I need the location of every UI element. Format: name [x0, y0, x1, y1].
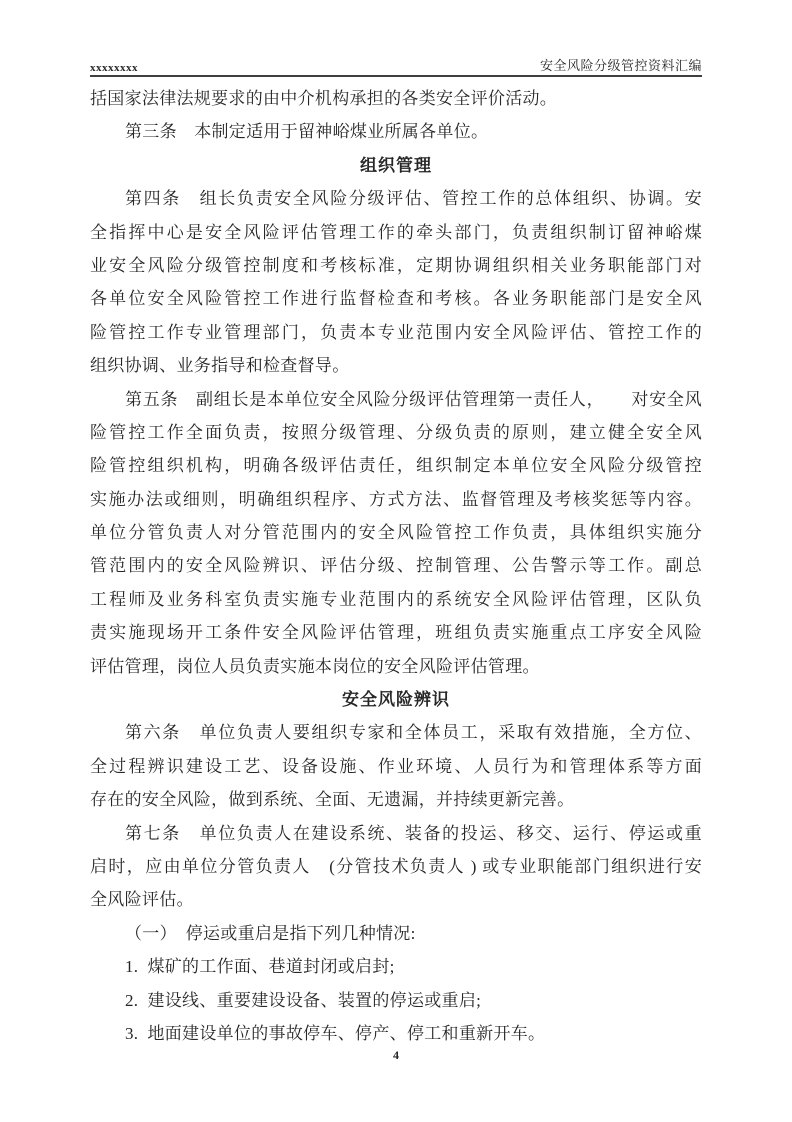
document-line: 责实施现场开工条件安全风险评估管理，班组负责实施重点工序安全风险 [90, 623, 702, 643]
document-body [90, 82, 702, 1050]
document-line: 启时，应由单位分管负责人 (分管技术负责人 ) 或专业职能部门组织进行安 [90, 856, 702, 876]
header-right-title: 安全风险分级管控资料汇编 [539, 58, 702, 73]
document-line: 实施办法或细则，明确组织程序、方式方法、监督管理及考核奖惩等内容。 [90, 489, 702, 509]
document-line: 3. 地面建设单位的事故停车、停产、停工和重新开车。 [125, 1023, 546, 1043]
document-line: 第五条 副组长是本单位安全风险分级评估管理第一责任人， 对安全风 [125, 389, 702, 409]
document-line: 2. 建设线、重要建设设备、装置的停运或重启; [125, 990, 482, 1010]
document-line: 全指挥中心是安全风险评估管理工作的牵头部门，负责组织制订留神峪煤 [90, 222, 702, 242]
section-heading: 安全风险辨识 [342, 690, 450, 710]
document-line: 险管控工作专业管理部门，负责本专业范围内安全风险评估、管控工作的 [90, 322, 702, 342]
document-line: 存在的安全风险，做到系统、全面、无遗漏，并持续更新完善。 [90, 790, 575, 810]
page-number-value: 4 [393, 1048, 399, 1062]
document-line: 评估管理，岗位人员负责实施本岗位的安全风险评估管理。 [90, 656, 540, 676]
document-line: 全过程辨识建设工艺、设备设施、作业环境、人员行为和管理体系等方面 [90, 756, 702, 776]
section-heading: 组织管理 [360, 155, 432, 175]
page-number [0, 1048, 792, 1063]
document-line: 第三条 本制定适用于留神峪煤业所属各单位。 [125, 122, 489, 142]
document-line: 管范围内的安全风险辨识、评估分级、控制管理、公告警示等工作。副总 [90, 556, 702, 576]
document-line: 险管控组织机构，明确各级评估责任，组织制定本单位安全风险分级管控 [90, 456, 702, 476]
page-header [90, 54, 702, 77]
document-line: 组织协调、业务指导和检查督导。 [90, 356, 350, 376]
header-left-label: xxxxxxxx [90, 62, 138, 74]
document-line: 险管控工作全面负责，按照分级管理、分级负责的原则，建立健全安全风 [90, 422, 702, 442]
document-line: 业安全风险分级管控制度和考核标准，定期协调组织相关业务职能部门对 [90, 255, 702, 275]
document-line: 全风险评估。 [90, 890, 194, 910]
document-line: 第六条 单位负责人要组织专家和全体员工，采取有效措施，全方位、 [125, 723, 702, 743]
document-line: 工程师及业务科室负责实施专业范围内的系统安全风险评估管理，区队负 [90, 589, 702, 609]
document-line: 各单位安全风险管控工作进行监督检查和考核。各业务职能部门是安全风 [90, 289, 702, 309]
document-line: 括国家法律法规要求的由中介机构承担的各类安全评价活动。 [90, 89, 558, 108]
document-line: 1. 煤矿的工作面、巷道封闭或启封; [125, 957, 395, 977]
document-line: 单位分管负责人对分管范围内的安全风险管控工作负责，具体组织实施分 [90, 523, 702, 543]
document-line: （一） 停运或重启是指下列几种情况: [125, 923, 416, 943]
document-line: 第四条 组长负责安全风险分级评估、管控工作的总体组织、协调。安 [125, 189, 702, 209]
document-line: 第七条 单位负责人在建设系统、装备的投运、移交、运行、停运或重 [125, 823, 702, 843]
